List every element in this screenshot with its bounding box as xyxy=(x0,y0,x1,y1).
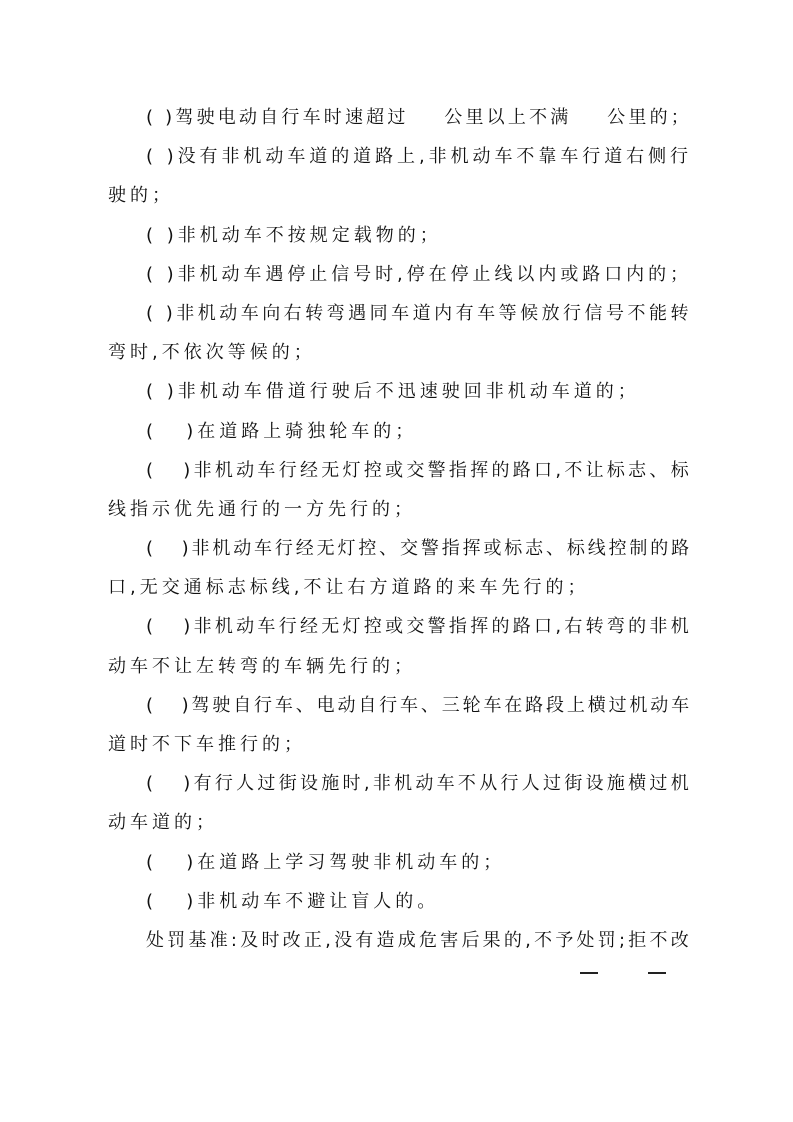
text-line xyxy=(108,536,692,575)
text-line-content: 弯时,不依次等候的； xyxy=(108,342,316,364)
text-line xyxy=(108,301,692,340)
text-line-content: 线指示优先通行的一方先行的； xyxy=(108,498,416,520)
text-line xyxy=(108,262,692,301)
text-line xyxy=(108,693,692,732)
text-line xyxy=(108,654,692,693)
text-line-content: 处罚基准:及时改正,没有造成危害后果的,不予处罚;拒不改 xyxy=(146,929,692,951)
text-line-content: 道时不下车推行的； xyxy=(108,734,306,755)
text-line xyxy=(108,458,692,497)
text-line-content: ( )在道路上骑独轮车的； xyxy=(146,420,418,442)
text-line-content: 动车不让左转弯的车辆先行的； xyxy=(108,655,416,677)
text-line xyxy=(108,771,692,810)
text-line xyxy=(108,928,692,967)
text-line-content: ( )在道路上学习驾驶非机动车的； xyxy=(146,851,506,873)
text-line xyxy=(108,340,692,379)
text-line xyxy=(108,810,692,849)
text-line-content: ( )非机动车行经无灯控或交警指挥的路口,不让标志、标 xyxy=(146,459,692,481)
text-line-content: ( )有行人过街设施时,非机动车不从行人过街设施横过机 xyxy=(146,773,692,795)
text-line xyxy=(108,419,692,458)
page-dash-left xyxy=(580,972,598,974)
text-line-content: ( )驾驶电动自行车时速超过 公里以上不满 公里的； xyxy=(146,107,692,128)
document-body xyxy=(108,105,692,967)
text-line-content: ( )非机动车借道行驶后不迅速驶回非机动车道的； xyxy=(146,381,640,403)
text-line xyxy=(108,497,692,536)
text-line xyxy=(108,183,692,222)
text-line-content: ( )非机动车向右转弯遇同车道内有车等候放行信号不能转 xyxy=(146,302,692,324)
text-line-content: ( )驾驶自行车、电动自行车、三轮车在路段上横过机动车 xyxy=(146,694,692,716)
text-line xyxy=(108,379,692,418)
text-line xyxy=(108,223,692,262)
text-line-content: 驶的； xyxy=(108,185,174,207)
page-number-footer xyxy=(580,972,666,974)
text-line-content: ( )非机动车行经无灯控或交警指挥的路口,右转弯的非机 xyxy=(146,616,692,638)
page-dash-right xyxy=(648,972,666,974)
text-line xyxy=(108,614,692,653)
text-line xyxy=(108,105,692,144)
text-line xyxy=(108,850,692,889)
text-line-content: ( )非机动车不避让盲人的。 xyxy=(146,890,440,912)
text-line-content: ( )非机动车不按规定载物的； xyxy=(146,224,442,246)
text-line xyxy=(108,889,692,928)
text-line-content: ( )没有非机动车道的道路上,非机动车不靠车行道右侧行 xyxy=(146,146,692,168)
text-line-content: 口,无交通标志标线,不让右方道路的来车先行的； xyxy=(108,577,590,599)
text-line xyxy=(108,732,692,771)
text-line xyxy=(108,144,692,183)
text-line-content: 动车道的； xyxy=(108,812,218,834)
text-line-content: ( )非机动车行经无灯控、交警指挥或标志、标线控制的路 xyxy=(146,538,692,560)
text-line-content: ( )非机动车遇停止信号时,停在停止线以内或路口内的； xyxy=(146,263,692,285)
text-line xyxy=(108,575,692,614)
